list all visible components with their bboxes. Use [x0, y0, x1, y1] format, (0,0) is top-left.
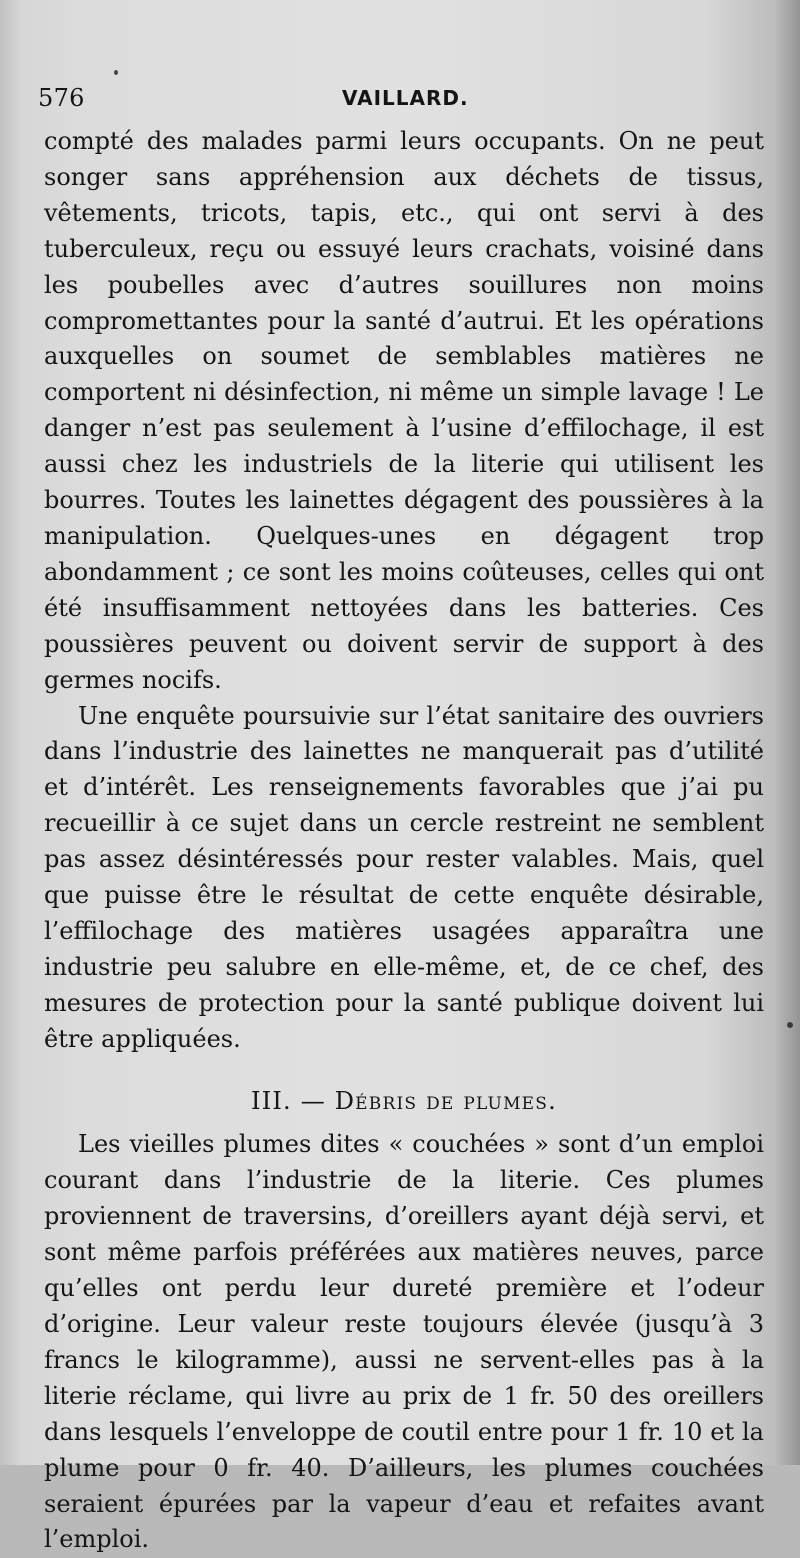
- section-title: III. — Débris de plumes.: [251, 1086, 557, 1115]
- running-head: VAILLARD.: [342, 86, 469, 110]
- page-number: 576: [38, 84, 85, 112]
- paragraph-plumes: Les vieilles plumes dites « couchées » sont d’un emploi courant dans l’industrie de la literie. Ces plumes proviennent de traversins, d’oreillers ayant déjà servi, et sont même parfois préférées aux matières neuves, parce qu’elles ont perdu leur dureté première et l’odeur d’origine. Leur valeur reste toujours élevée (jusqu’à 3 francs le kilogramme), aussi ne servent-elles pas à la literie réclame, qui livre au prix de 1 fr. 50 des oreillers dans lesquels l’enveloppe de coutil entre pour 1 fr. 10 et la plume pour 0 fr. 40. D’ailleurs, les plumes couchées seraient épurées par la vapeur d’eau et refaites avant l’emploi.: [44, 1130, 764, 1554]
- body-text: [44, 124, 764, 1558]
- page-header: [38, 84, 760, 116]
- paragraph-continuation: compté des malades parmi leurs occupants. On ne peut songer sans appréhension aux déchets de tissus, vêtements, tricots, tapis, etc., qui ont servi à des tuberculeux, reçu ou essuyé leurs crachats, voisiné dans les poubelles avec d’autres souillures non moins compromettantes pour la santé d’autrui. Et les opérations auxquelles on soumet de semblables matières ne comportent ni désinfection, ni même un simple lavage ! Le danger n’est pas seulement à l’usine d’effilochage, il est aussi chez les industriels de la literie qui utilisent les bourres. Toutes les lainettes dégagent des poussières à la manipulation. Quelques-unes en dégagent trop abondamment ; ce sont les moins coûteuses, celles qui ont été insuffisamment nettoyées dans les batteries. Ces poussières peuvent ou doivent servir de support à des germes nocifs.: [44, 127, 764, 694]
- ink-speck: [787, 1022, 793, 1028]
- paragraph-enquete: Une enquête poursuivie sur l’état sanitaire des ouvriers dans l’industrie des lainettes ne manquerait pas d’utilité et d’intérêt. Les renseignements favorables que j’ai pu recueillir à ce sujet dans un cercle restreint ne semblent pas assez désintéressés pour rester valables. Mais, quel que puisse être le résultat de cette enquête désirable, l’effilochage des matières usagées apparaîtra une industrie peu salubre en elle-même, et, de ce chef, des mesures de protection pour la santé publique doivent lui être appliquées.: [44, 701, 764, 1053]
- ink-speck: [114, 70, 118, 75]
